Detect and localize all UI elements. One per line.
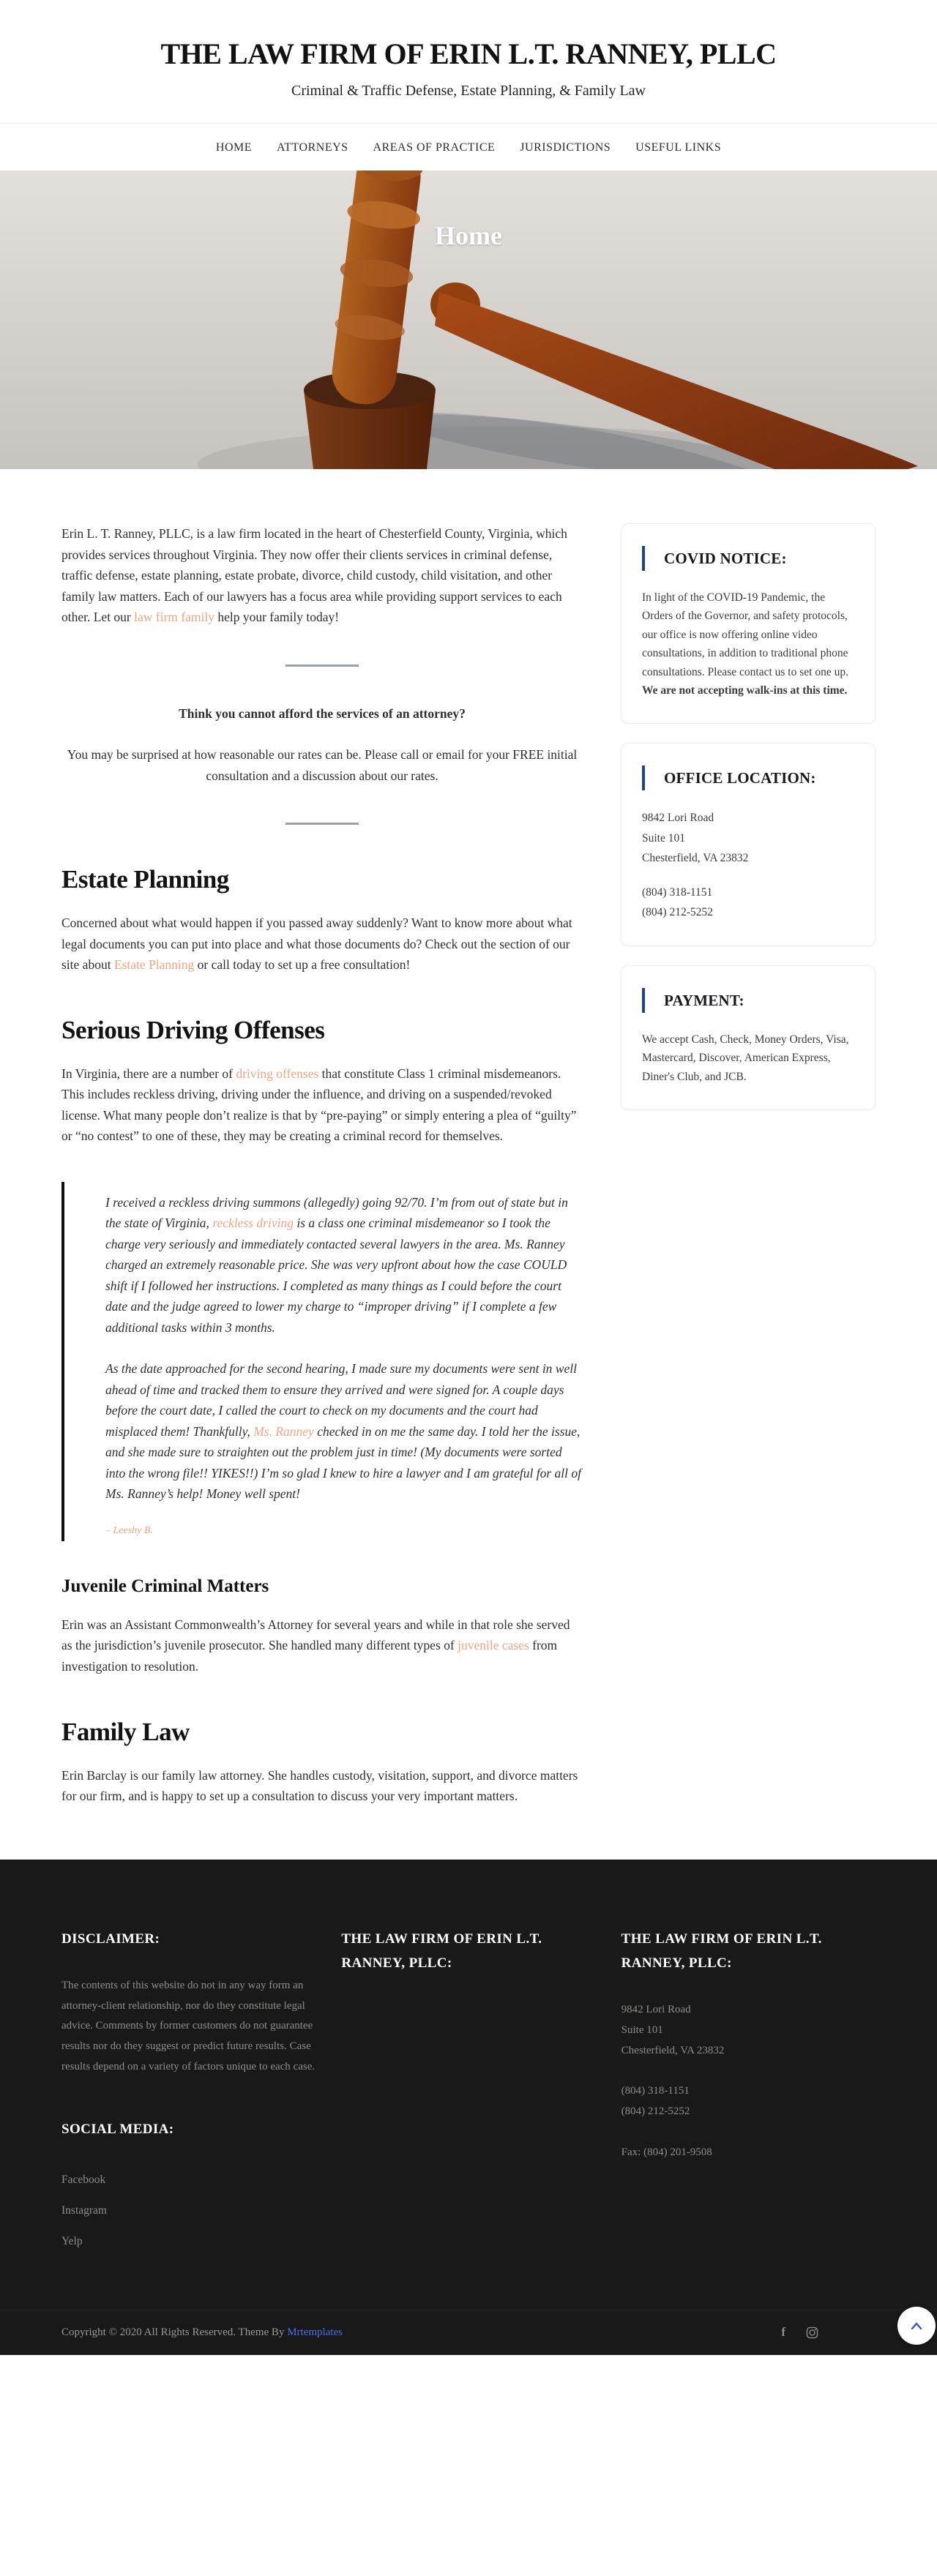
social-media-heading: SOCIAL MEDIA:	[61, 2121, 174, 2137]
testimonial-blockquote	[61, 1182, 583, 1541]
address-line: 9842 Lori Road	[642, 812, 714, 825]
intro-paragraph	[61, 523, 583, 628]
footer	[0, 1860, 937, 2355]
driving-text: In Virginia, there are a number of	[61, 1066, 236, 1081]
juvenile-text: Erin was an Assistant Commonwealth’s Attorney for several years and while in that role she served as the jurisdiction’s juvenile prosecutor. She handled many different types of	[61, 1617, 570, 1653]
section-divider	[285, 664, 359, 667]
testimonial-text-2-end: checked in on me the same day. I told her the issue, and she made sure to straighten out the problem just in time! (My documents were sorted into the wrong file!! YIKES!!) I’m so glad I knew to hire a lawyer and I am grateful for all of Ms. Ranney’s help! Money well spent!	[105, 1423, 582, 1502]
site-header	[0, 0, 937, 171]
covid-notice-heading-row	[642, 546, 854, 571]
driving-offenses-heading: Serious Driving Offenses	[61, 1015, 325, 1044]
testimonial-text-end: is a class one criminal misdemeanor so I took the charge very seriously and immediately contacted several lawyers in the area. Ms. Ranney charged an extremely reasonable price. She was very upfront about how the case COULD shift if I followed her instructions. I completed as many things as I could before the court date and the judge agreed to lower my charge to “improper driving” if I complete a few additional tasks within 3 months.	[105, 1216, 567, 1335]
address-line: Suite 101	[642, 831, 685, 845]
testimonial-paragraph-2	[105, 1358, 583, 1505]
driving-offenses-paragraph	[61, 1063, 583, 1147]
footer-firm-heading-middle: THE LAW FIRM OF ERIN L.T. RANNEY, PLLC:	[341, 1931, 542, 1971]
footer-bottom-bar	[0, 2310, 937, 2355]
nav-item-useful-links[interactable]: USEFUL LINKS	[635, 141, 722, 154]
phone-number: (804) 212-5252	[621, 2105, 690, 2118]
disclaimer-heading: DISCLAIMER:	[61, 1931, 160, 1947]
covid-bold-text: We are not accepting walk-ins at this time.	[642, 684, 848, 697]
footer-phones	[621, 2081, 876, 2122]
testimonial-text-2: As the date approached for the second hearing, I made sure my documents were sent in well ahead of time and tracked them to ensure they arrived and were signed for. A couple days before the court date, I called the court to check on my documents and the court had misplaced them! Thankfully,	[105, 1361, 577, 1439]
payment-body: We accept Cash, Check, Money Orders, Visa, Mastercard, Discover, American Express, Diner's Club, and JCB.	[642, 1033, 849, 1083]
juvenile-matters-paragraph	[61, 1614, 583, 1677]
address-line: 9842 Lori Road	[621, 2004, 691, 2016]
office-location-card	[621, 743, 876, 946]
address-line: Chesterfield, VA 23832	[642, 851, 749, 864]
intro-text-end: help your family today!	[214, 610, 340, 625]
estate-planning-heading: Estate Planning	[61, 865, 229, 894]
estate-planning-paragraph	[61, 913, 583, 976]
intro-text: Erin L. T. Ranney, PLLC, is a law firm located in the heart of Chesterfield County, Virginia, which provides services throughout Virginia. They now offer their clients services in criminal defense, traffic defense, estate planning, estate probate, divorce, child custody, child visitation, and other family law matters. Each of our lawyers has a focus area while providing support services to each other. Let our	[61, 526, 567, 625]
office-location-body	[642, 808, 854, 922]
site-title: THE LAW FIRM OF ERIN L.T. RANNEY, PLLC	[160, 37, 777, 70]
main-nav	[0, 123, 937, 171]
footer-firm-heading-right: THE LAW FIRM OF ERIN L.T. RANNEY, PLLC:	[621, 1931, 822, 1971]
disclaimer-text: The contents of this website do not in any way form an attorney-client relationship, nor do they constitute legal advice. Comments by former customers do not guarantee results nor do they suggest or predict future results. Case results depend on a variety of factors unique to each case.	[61, 1979, 316, 2073]
main-column	[61, 523, 583, 1827]
office-phones	[642, 883, 854, 922]
testimonial-paragraph-1	[105, 1192, 583, 1338]
juvenile-cases-link[interactable]: juvenile cases	[458, 1638, 529, 1653]
site-subtitle: Criminal & Traffic Defense, Estate Planning, & Family Law	[291, 83, 646, 99]
copyright-text	[61, 2326, 343, 2339]
address-line: Chesterfield, VA 23832	[621, 2044, 725, 2056]
driving-offenses-link[interactable]: driving offenses	[236, 1066, 319, 1081]
estate-text-end: or call today to set up a free consultation!	[194, 957, 411, 973]
juvenile-text-end: from investigation to resolution.	[61, 1638, 558, 1674]
social-link-yelp[interactable]: Yelp	[61, 2234, 83, 2247]
footer-fax: Fax: (804) 201-9508	[621, 2146, 712, 2158]
footer-main	[61, 1860, 876, 2310]
juvenile-matters-heading: Juvenile Criminal Matters	[61, 1576, 269, 1596]
accent-bar	[642, 988, 645, 1013]
social-link-instagram[interactable]: Instagram	[61, 2204, 107, 2217]
social-link-facebook[interactable]: Facebook	[61, 2173, 106, 2186]
rates-paragraph: You may be surprised at how reasonable our rates can be. Please call or email for your FREE initial consultation and a discussion about our rates.	[67, 747, 578, 783]
phone-number: (804) 318-1151	[621, 2085, 690, 2097]
phone-number: (804) 212-5252	[642, 905, 713, 918]
footer-address	[621, 2000, 876, 2163]
footer-disclaimer-column	[61, 1927, 316, 2266]
afford-heading: Think you cannot afford the services of an attorney?	[179, 705, 466, 721]
covid-notice-body	[642, 588, 854, 700]
payment-heading: PAYMENT:	[664, 991, 744, 1009]
office-location-heading: OFFICE LOCATION:	[664, 768, 816, 787]
nav-item-jurisdictions[interactable]: JURISDICTIONS	[520, 141, 611, 154]
theme-link[interactable]: Mrtemplates	[287, 2326, 343, 2338]
family-law-heading: Family Law	[61, 1717, 190, 1746]
footer-firm-right-column	[621, 1927, 876, 2266]
covid-notice-card	[621, 523, 876, 724]
facebook-icon[interactable]: f	[781, 2325, 785, 2340]
payment-card	[621, 965, 876, 1110]
office-location-heading-row	[642, 765, 854, 790]
reckless-driving-link[interactable]: reckless driving	[212, 1216, 294, 1231]
accent-bar	[642, 765, 645, 790]
accent-bar	[642, 546, 645, 571]
payment-heading-row	[642, 988, 854, 1013]
instagram-icon[interactable]	[806, 2326, 818, 2339]
address-line: Suite 101	[621, 2023, 663, 2036]
covid-notice-heading: COVID NOTICE:	[664, 549, 787, 567]
sidebar	[621, 523, 876, 1129]
estate-planning-link[interactable]: Estate Planning	[113, 957, 195, 973]
content-area	[61, 469, 876, 1860]
section-divider	[285, 823, 359, 825]
social-links	[61, 2174, 316, 2248]
driving-text-end: that constitute Class 1 criminal misdemeanors. This includes reckless driving, driving under the influence, and driving on a suspended/revoked license. What many people don’t realize is that by “pre-paying” or simply entering a plea of “guilty” or “no contest” to one of these, they may be creating a criminal record for themselves.	[61, 1066, 577, 1144]
covid-text: In light of the COVID-19 Pandemic, the Orders of the Governor, and safety protocols, our office is now offering online video consultations, in addition to traditional phone consultations. Please contact us to set one up.	[642, 591, 848, 678]
testimonial-text: I received a reckless driving summons (allegedly) going 92/70. I’m from out of state but in the state of Virginia,	[105, 1194, 568, 1231]
hero-title: Home	[435, 221, 502, 250]
footer-social-icons	[781, 2325, 818, 2340]
phone-number: (804) 318-1151	[642, 886, 713, 899]
footer-firm-middle-column	[341, 1927, 595, 2266]
hero-banner	[0, 171, 937, 469]
testimonial-attribution: – Leeshy B.	[105, 1524, 153, 1536]
ms-ranney-link[interactable]: Ms. Ranney	[253, 1423, 314, 1439]
nav-item-home[interactable]: HOME	[215, 141, 252, 154]
estate-text: Concerned about what would happen if you passed away suddenly? Want to know more about what legal documents you can put into place and what those documents do? Check out the section of our site about	[61, 916, 572, 973]
law-firm-family-link[interactable]: law firm family	[134, 610, 214, 625]
office-address	[642, 808, 854, 867]
nav-item-attorneys[interactable]: ATTORNEYS	[277, 141, 348, 154]
family-law-paragraph: Erin Barclay is our family law attorney. She handles custody, visitation, support, and divorce matters for our firm, and is happy to set up a consultation to discuss your very important matters.	[61, 1767, 578, 1804]
copyright-span: Copyright © 2020 All Rights Reserved. Theme By	[61, 2326, 288, 2338]
nav-item-areas-of-practice[interactable]: AREAS OF PRACTICE	[373, 141, 496, 154]
chevron-up-icon	[911, 2321, 922, 2330]
back-to-top-button[interactable]	[897, 2307, 936, 2345]
